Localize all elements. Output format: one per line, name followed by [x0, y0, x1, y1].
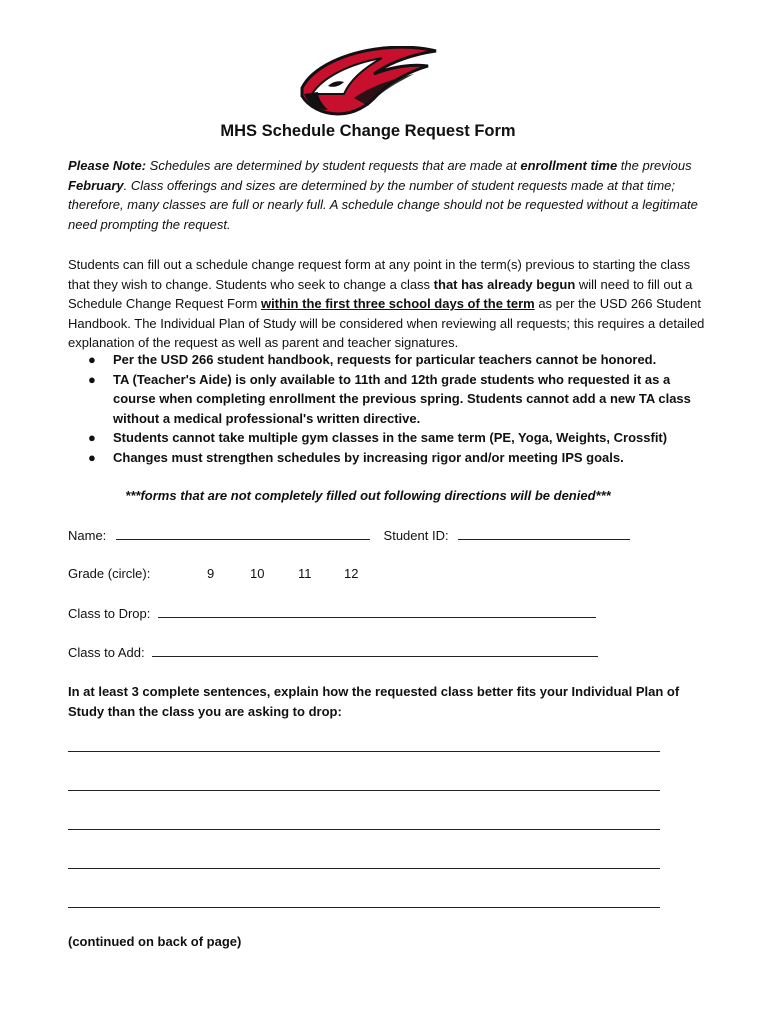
form-title: MHS Schedule Change Request Form	[220, 122, 516, 140]
bullet-icon: ●	[88, 430, 96, 445]
bullet-icon: ●	[88, 352, 96, 367]
grade-option-11[interactable]: 11	[298, 566, 312, 581]
class-drop-label: Class to Drop:	[68, 606, 151, 621]
rule-item	[68, 350, 713, 370]
answer-line[interactable]	[68, 868, 660, 869]
name-row	[68, 527, 630, 543]
redhawk-logo	[298, 46, 438, 118]
rule-text: Per the USD 266 student handbook, requests for particular teachers cannot be honored.	[113, 352, 657, 367]
note-text: Schedules are determined by student requests that are made at	[146, 158, 521, 173]
rule-item	[68, 370, 713, 429]
answer-line[interactable]	[68, 790, 660, 791]
grade-option-9[interactable]: 9	[207, 566, 215, 581]
class-add-row	[68, 644, 598, 660]
rule-item	[68, 428, 713, 448]
note-text: . Class offerings and sizes are determined by the number of student requests made at that time; therefore, many classes are full or nearly full. A schedule change should not be requested without a legitimate need prompting the request.	[68, 177, 698, 232]
rule-text: Changes must strengthen schedules by increasing rigor and/or meeting IPS goals.	[113, 449, 624, 465]
please-note-paragraph	[68, 156, 713, 234]
note-emphasis: February	[68, 177, 124, 193]
rule-item	[68, 448, 713, 468]
student-id-label: Student ID:	[383, 528, 449, 543]
denial-warning: ***forms that are not completely filled out following directions will be denied***	[125, 488, 611, 503]
rule-text: Students cannot take multiple gym classes in the same term (PE, Yoga, Weights, Crossfit)	[113, 430, 668, 445]
explanation-prompt: In at least 3 complete sentences, explain how the requested class better fits your Individual Plan of Study than the class you are asking to drop:	[68, 684, 680, 719]
policy-text: as per the USD 266 Student Handbook. The Individual Plan of Study will be considered when reviewing all requests; this requires a detailed explanation of the request as well as parent and teacher signatures.	[68, 296, 705, 350]
policy-underlined: within the first three school days of the term	[260, 296, 535, 311]
grade-option-12[interactable]: 12	[344, 566, 359, 581]
class-add-label: Class to Add:	[68, 645, 145, 660]
policy-paragraph	[68, 255, 713, 353]
class-add-input-line[interactable]	[152, 644, 598, 657]
note-emphasis: enrollment time	[520, 158, 618, 173]
policy-text: will need to fill out a Schedule Change Request Form	[68, 276, 693, 311]
answer-line[interactable]	[68, 829, 660, 830]
rule-text: TA (Teacher's Aide) is only available to 11th and 12th grade students who requested it as a course when completing enrollment the previous spring. Students cannot add a new TA class without a medical professional's written directive.	[113, 371, 691, 426]
note-label: Please Note:	[68, 158, 147, 173]
bullet-icon: ●	[88, 449, 96, 465]
answer-line[interactable]	[68, 751, 660, 752]
note-text: the previous	[617, 158, 692, 173]
class-drop-row	[68, 605, 596, 621]
grade-label: Grade (circle):	[68, 566, 151, 581]
name-input-line[interactable]	[116, 527, 370, 540]
class-drop-input-line[interactable]	[158, 605, 596, 618]
grade-option-10[interactable]: 10	[250, 566, 265, 581]
student-id-input-line[interactable]	[458, 527, 630, 540]
rules-list	[68, 350, 713, 467]
name-label: Name:	[68, 528, 107, 543]
policy-emphasis: that has already begun	[433, 276, 576, 292]
continued-note: (continued on back of page)	[68, 934, 242, 949]
bullet-icon: ●	[88, 371, 96, 387]
answer-line[interactable]	[68, 907, 660, 908]
policy-text: Students can fill out a schedule change request form at any point in the term(s) previous to starting the class that they wish to change. Students who seek to change a class	[68, 257, 691, 292]
